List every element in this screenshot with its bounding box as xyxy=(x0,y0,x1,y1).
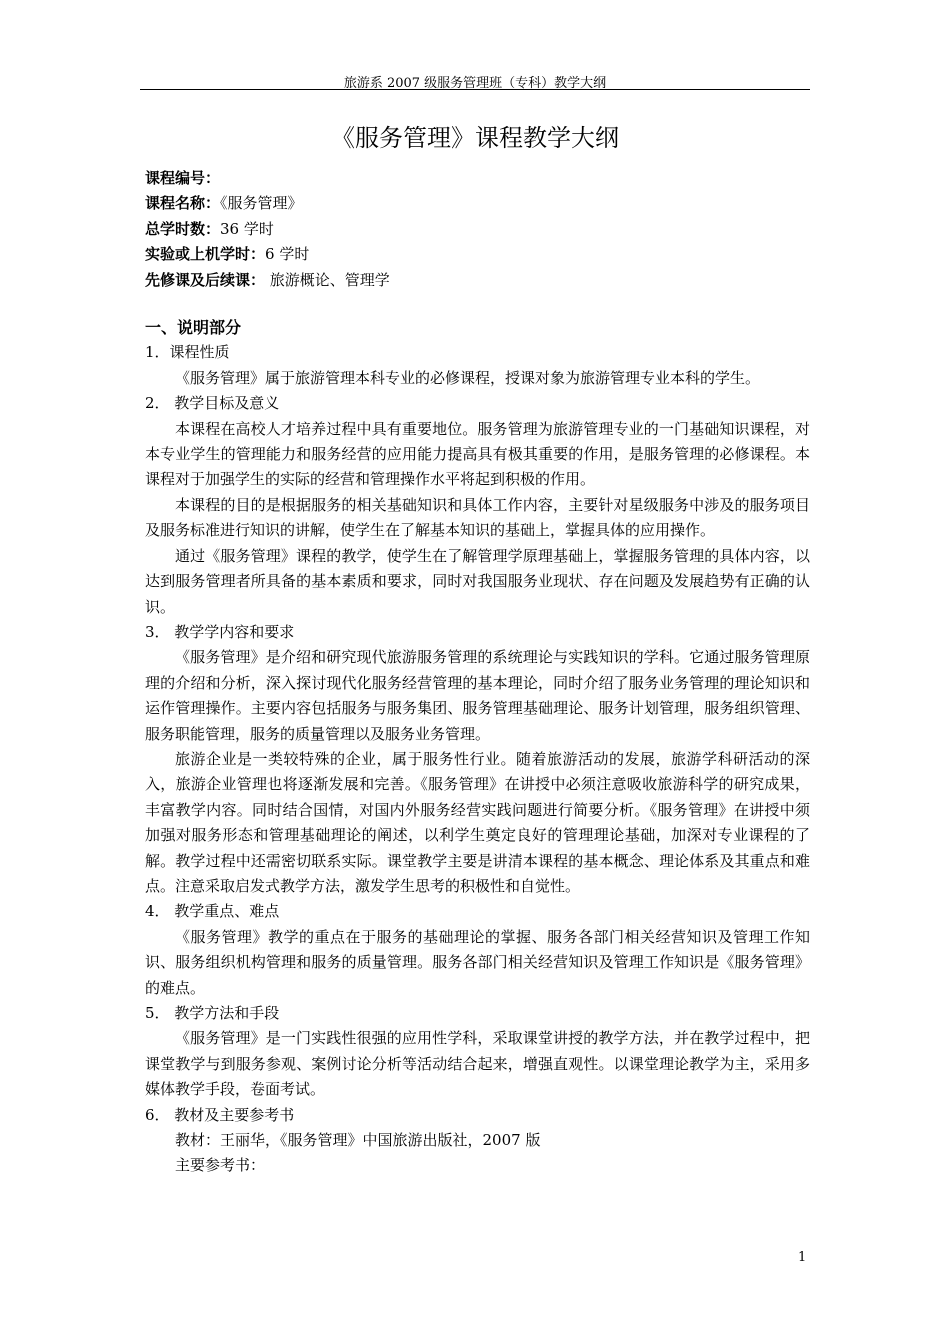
paragraph: 旅游企业是一类较特殊的企业，属于服务性行业。随着旅游活动的发展，旅游学科研活动的深入，旅游企业管理也将逐渐发展和完善。《服务管理》在讲授中必须注意吸收旅游科学的研究成果，丰富教学内容。同时结合国情，对国内外服务经营实践问题进行简要分析。《服务管理》在讲授中须加强对服务形态和管理基础理论的阐述，以利学生奠定良好的管理理论基础，加深对专业课程的了解。教学过程中还需密切联系实际。课堂教学主要是讲清本课程的基本概念、理论体系及其重点和难点。注意采取启发式教学方法，激发学生思考的积极性和自觉性。 xyxy=(145,749,810,895)
sub-heading-teaching-goals: 2． 教学目标及意义 xyxy=(145,394,280,413)
meta-value: 《服务管理》 xyxy=(220,194,303,213)
meta-course-name xyxy=(145,191,810,216)
sub-heading-course-nature: 1．课程性质 xyxy=(145,343,230,362)
paragraph: 《服务管理》属于旅游管理本科专业的必修课程，授课对象为旅游管理专业本科的学生。 xyxy=(175,368,761,387)
section-heading: 一、说明部分 xyxy=(145,318,242,338)
document-body xyxy=(145,166,810,1179)
paragraph: 通过《服务管理》课程的教学，使学生在了解管理学原理基础上，掌握服务管理的具体内容，以达到服务管理者所具备的基本素质和要求，同时对我国服务业现状、存在问题及发展趋势有正确的认识。 xyxy=(145,546,810,616)
paragraph: 《服务管理》是介绍和研究现代旅游服务管理的系统理论与实践知识的学科。它通过服务管理原理的介绍和分析，深入探讨现代化服务经营管理的基本理论，同时介绍了服务业务管理的理论知识和运作管理操作。主要内容包括服务与服务集团、服务管理基础理论、服务计划管理，服务组织管理、服务职能管理，服务的质量管理以及服务业务管理。 xyxy=(145,648,810,743)
meta-value: 36 学时 xyxy=(220,219,274,238)
running-header: 旅游系 2007 级服务管理班（专科）教学大纲 xyxy=(343,76,607,91)
meta-label: 总学时数： xyxy=(145,219,221,238)
paragraph: 本课程的目的是根据服务的相关基础知识和具体工作内容，主要针对星级服务中涉及的服务项目及服务标准进行知识的讲解，使学生在了解基本知识的基础上，掌握具体的应用操作。 xyxy=(145,495,810,540)
page-number: 1 xyxy=(798,1250,807,1265)
meta-label: 课程名称： xyxy=(145,194,221,213)
meta-label: 实验或上机学时： xyxy=(145,245,266,264)
paragraph: 本课程在高校人才培养过程中具有重要地位。服务管理为旅游管理专业的一门基础知识课程，对本专业学生的管理能力和服务经营的应用能力提高具有极其重要的作用，是服务管理的必修课程。本课程对于加强学生的实际的经营和管理操作水平将起到积极的作用。 xyxy=(145,419,810,489)
meta-value: 旅游概论、管理学 xyxy=(265,270,390,289)
sub-heading-textbooks: 6． 教材及主要参考书 xyxy=(145,1105,295,1124)
meta-label: 课程编号： xyxy=(145,169,221,187)
meta-lab-hours xyxy=(145,242,810,267)
sub-heading-teaching-content: 3． 教学学内容和要求 xyxy=(145,622,295,641)
header-divider xyxy=(140,89,810,90)
meta-prerequisites xyxy=(145,268,810,293)
paragraph: 《服务管理》教学的重点在于服务的基础理论的掌握、服务各部门相关经营知识及管理工作知识、服务组织机构管理和服务的质量管理。服务各部门相关经营知识及管理工作知识是《服务管理》的难点。 xyxy=(145,927,810,997)
meta-label: 先修课及后续课： xyxy=(145,270,266,289)
meta-value: 6 学时 xyxy=(265,245,310,264)
paragraph: 《服务管理》是一门实践性很强的应用性学科，采取课堂讲授的教学方法，并在教学过程中，把课堂教学与到服务参观、案例讨论分析等活动结合起来，增强直观性。以课堂理论教学为主，采用多媒体教学手段，卷面考试。 xyxy=(145,1029,810,1099)
meta-course-code xyxy=(145,166,810,191)
reference-books-line: 主要参考书： xyxy=(175,1156,266,1175)
meta-total-hours xyxy=(145,217,810,242)
sub-heading-teaching-methods: 5． 教学方法和手段 xyxy=(145,1004,280,1022)
document-title: 《服务管理》课程教学大纲 xyxy=(331,124,619,152)
textbook-line: 教材：王丽华，《服务管理》中国旅游出版社，2007 版 xyxy=(175,1131,541,1150)
sub-heading-key-points: 4． 教学重点、难点 xyxy=(145,902,280,921)
